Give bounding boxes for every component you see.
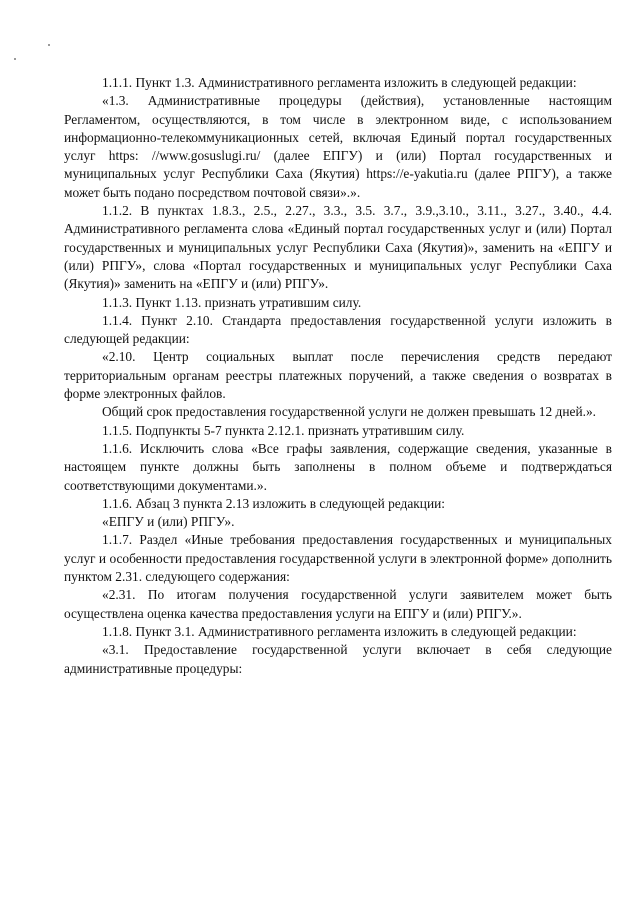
- scan-speck: [14, 58, 16, 60]
- paragraph-quote-3-1: «3.1. Предоставление государственной услуги включает в себя следующие административные процедуры:: [64, 642, 612, 676]
- paragraph-1-1-8: 1.1.8. Пункт 3.1. Административного регламента изложить в следующей редакции:: [102, 623, 577, 639]
- paragraph-quote-epgu: «ЕПГУ и (или) РПГУ».: [102, 514, 235, 530]
- paragraph-quote-1-3: «1.3. Административные процедуры (действия), установленные настоящим Регламентом, осуществляются, в том числе в электронном виде, с использованием информационно-телекоммуникационных сетей, включая Единый портал государственных услуг https: //www.gosuslugi.ru/ (далее ЕПГУ) и (или) Портал государственных и муниципальных услуг Республики Саха (Якутия) https://e-yakutia.ru (далее РПГУ), а также может быть подано посредством почтовой связи».».: [64, 93, 612, 200]
- paragraph-quote-2-10: «2.10. Центр социальных выплат после перечисления средств передают территориальным органам реестры платежных поручений, а также сведения о возвратах в форме электронных файлов.: [64, 349, 612, 402]
- paragraph-1-1-6-exclude: 1.1.6. Исключить слова «Все графы заявления, содержащие сведения, указанные в настоящем пункте должны быть заполнены в полном объеме и подтверждаться соответствующими документами.».: [64, 440, 612, 493]
- paragraph-total-term: Общий срок предоставления государственной услуги не должен превышать 12 дней.».: [102, 404, 597, 420]
- document-body: [64, 74, 612, 678]
- paragraph-1-1-7: 1.1.7. Раздел «Иные требования предоставления государственных и муниципальных услуг и особенности предоставления государственной услуги в электронной форме» дополнить пунктом 2.31. следующего содержания:: [64, 532, 612, 585]
- paragraph-1-1-4: 1.1.4. Пункт 2.10. Стандарта предоставления государственной услуги изложить в следующей редакции:: [64, 312, 612, 347]
- paragraph-quote-2-31: «2.31. По итогам получения государственной услуги заявителем может быть осуществлена оценка качества предоставления услуги на ЕПГУ и (или) РПГУ.».: [64, 587, 612, 621]
- paragraph-1-1-1: 1.1.1. Пункт 1.3. Административного регламента изложить в следующей редакции:: [102, 75, 577, 90]
- paragraph-1-1-6-abzac: 1.1.6. Абзац 3 пункта 2.13 изложить в следующей редакции:: [102, 495, 446, 511]
- paragraph-1-1-2: 1.1.2. В пунктах 1.8.3., 2.5., 2.27., 3.3., 3.5. 3.7., 3.9.,3.10., 3.11., 3.27., 3.40., 4.4. Административного регламента слова «Единый портал государственных услуг и (или) Портал государственных и муниципальных услуг Республики Саха (Якутия)», заменить на «ЕПГУ и (или) РПГУ», слова «Портал государственных и муниципальных услуг Республики Саха (Якутия)» заменить на «ЕПГУ и (или) РПГУ».: [64, 203, 612, 292]
- paragraph-1-1-3: 1.1.3. Пункт 1.13. признать утратившим силу.: [102, 294, 362, 310]
- scan-speck: [48, 44, 50, 46]
- paragraph-1-1-5: 1.1.5. Подпункты 5-7 пункта 2.12.1. признать утратившим силу.: [102, 422, 465, 438]
